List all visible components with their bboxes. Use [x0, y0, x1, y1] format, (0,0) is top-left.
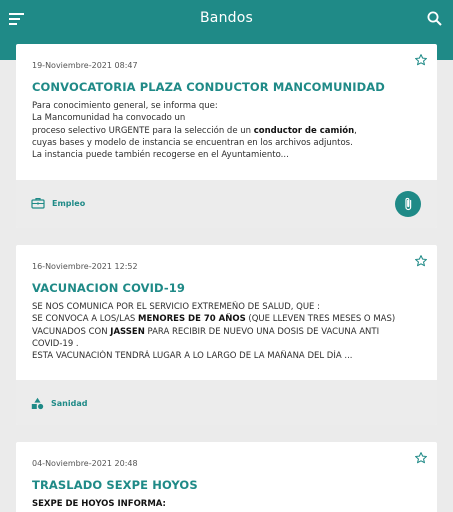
bando-card[interactable]: [16, 442, 437, 512]
attachment-button[interactable]: [395, 191, 421, 217]
card-date: 04-Noviembre-2021 20:48: [32, 459, 138, 468]
body-line: SEXPE DE HOYOS INFORMA:: [32, 499, 166, 509]
card-title[interactable]: TRASLADO SEXPE HOYOS: [32, 478, 198, 492]
search-icon[interactable]: [426, 10, 444, 28]
body-line: Para conocimiento general, se informa que:: [32, 101, 218, 111]
shapes-icon: [31, 397, 44, 410]
body-line: La instancia puede también recogerse en el Ayuntamiento...: [32, 150, 289, 161]
briefcase-icon: [31, 197, 45, 209]
bando-card[interactable]: [16, 245, 437, 425]
body-line: SE CONVOCA A LOS/LAS MENORES DE 70 AÑOS (QUE LLEVEN TRES MESES O MAS): [32, 314, 396, 325]
card-body: [32, 100, 421, 161]
page-title: Bandos: [199, 10, 253, 26]
body-line: VACUNADOS CON JASSEN PARA RECIBIR DE NUEVO UNA DOSIS DE VACUNA ANTI: [32, 326, 380, 337]
category-tag[interactable]: [31, 397, 87, 410]
card-footer: [16, 380, 437, 425]
body-line: cuyas bases y modelo de instancia se encuentran en los archivos adjuntos.: [32, 137, 353, 148]
star-outline-icon[interactable]: [414, 53, 428, 67]
card-footer: [16, 180, 437, 228]
paperclip-icon: [401, 197, 415, 211]
card-body: [32, 498, 421, 510]
card-date: 19-Noviembre-2021 08:47: [32, 61, 138, 70]
card-date: 16-Noviembre-2021 12:52: [32, 262, 138, 271]
body-line: proceso selectivo URGENTE para la selección de un conductor de camión,: [32, 125, 357, 136]
card-title[interactable]: VACUNACION COVID-19: [32, 281, 185, 295]
card-title[interactable]: CONVOCATORIA PLAZA CONDUCTOR MANCOMUNIDAD: [32, 80, 385, 94]
star-outline-icon[interactable]: [414, 451, 428, 465]
card-body: [32, 301, 421, 362]
bando-card[interactable]: [16, 44, 437, 228]
body-line: La Mancomunidad ha convocado un: [32, 113, 186, 124]
body-line: SE NOS COMUNICA POR EL SERVICIO EXTREMEÑO DE SALUD, QUE :: [32, 302, 320, 312]
category-label: Empleo: [52, 198, 86, 208]
body-line: COVID-19 .: [32, 338, 79, 349]
category-label: Sanidad: [51, 399, 88, 408]
star-outline-icon[interactable]: [414, 254, 428, 268]
category-tag[interactable]: [31, 197, 85, 209]
body-line: ESTA VACUNACIÓN TENDRÁ LUGAR A LO LARGO DE LA MAÑANA DEL DÍA ...: [32, 351, 353, 362]
